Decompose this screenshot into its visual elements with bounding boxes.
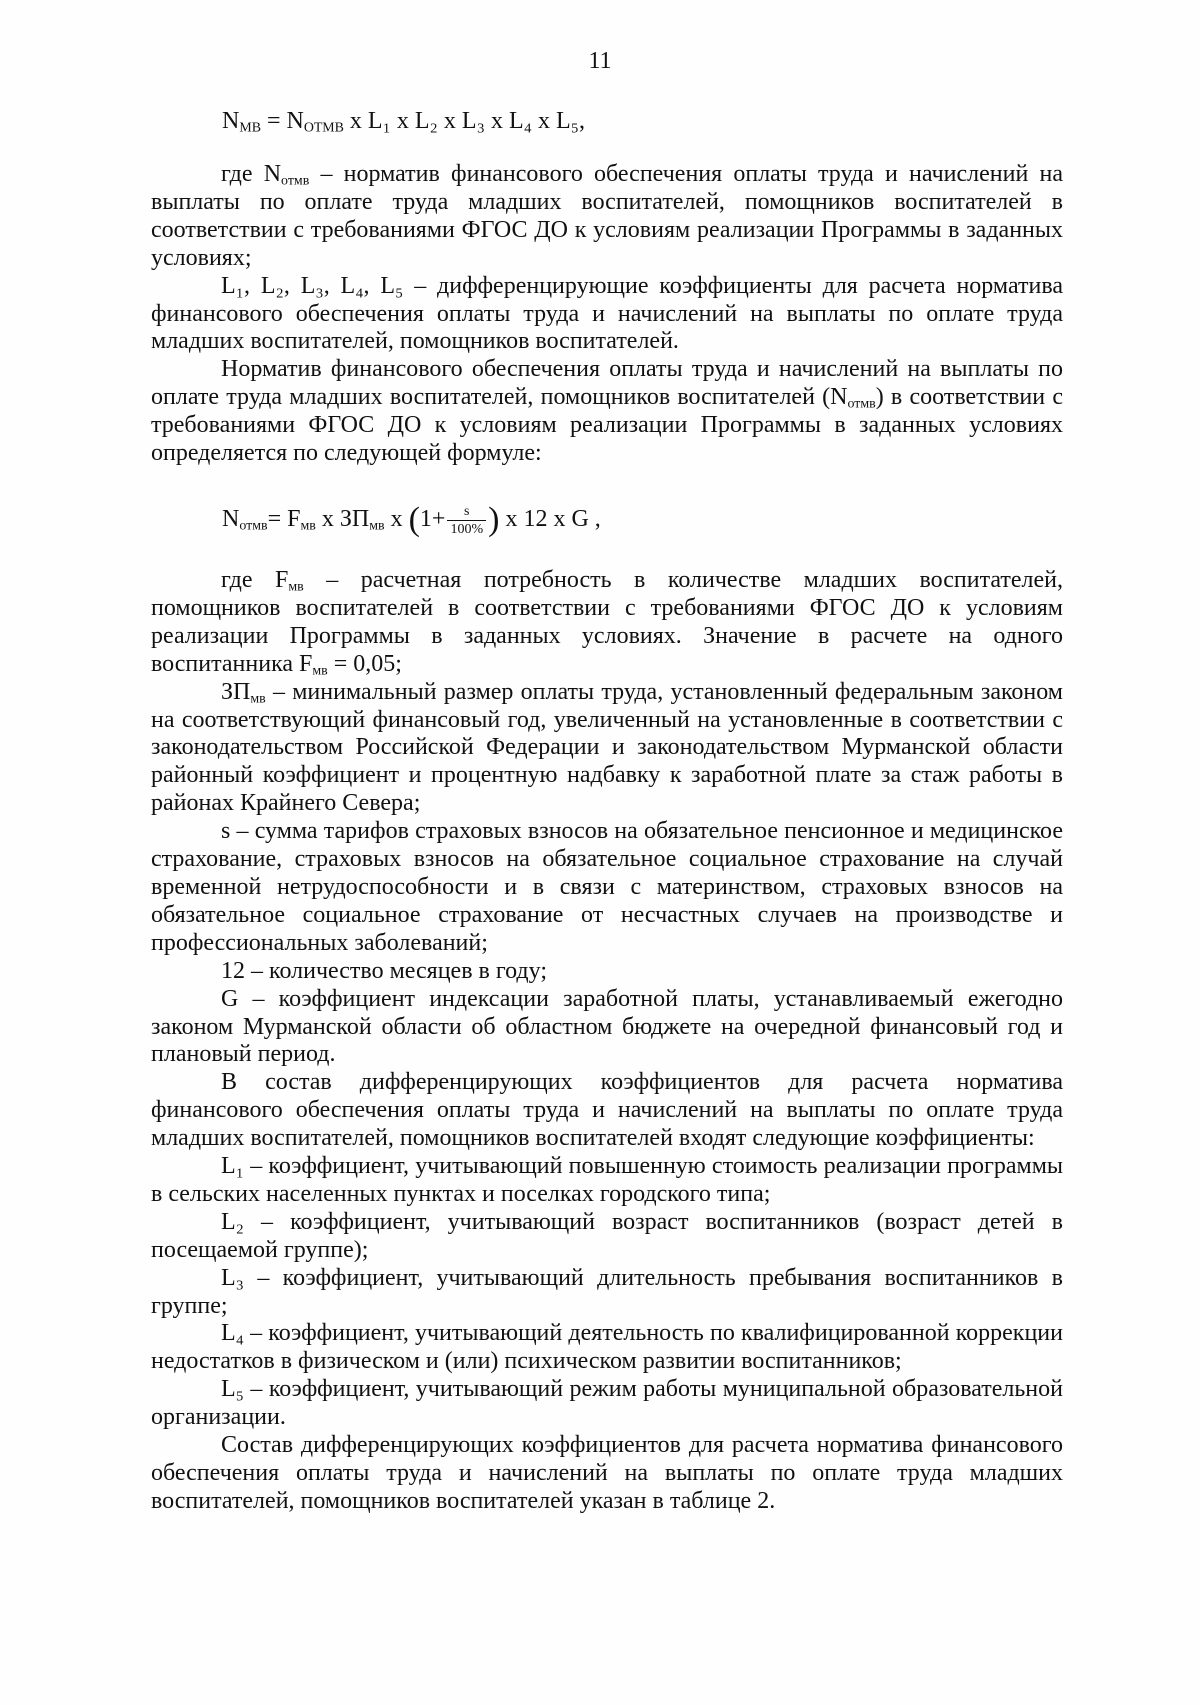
text-block-definitions — [151, 161, 1063, 468]
paragraph-zp-mv-definition — [151, 679, 1063, 819]
fraction-numerator: s — [464, 504, 470, 519]
formula-n-otmv — [222, 503, 601, 538]
formula-rest: x 12 x G , — [499, 506, 601, 533]
paragraph-text: Норматив финансового обеспечения оплаты труда и начислений на выплаты по оплате труда младших воспитателей, помощников воспитателей (N — [151, 356, 1063, 411]
formula-lhs-subscript: отмв — [239, 518, 268, 534]
formula-lhs-subscript: МВ — [239, 120, 261, 136]
paragraph-l1-definition: L₁ – коэффициент, учитывающий повышенную стоимость реализации программы в сельских населенных пунктах и поселках городского типа; — [151, 1153, 1063, 1207]
formula-lhs: N — [222, 108, 240, 134]
text-block-explanations — [151, 567, 1063, 1516]
formula-n-mv — [222, 108, 585, 135]
paragraph-subscript: отмв — [281, 173, 310, 189]
paragraph-l-coefficients: L₁, L₂, L₃, L₄, L₅ – дифференцирующие коэффициенты для расчета норматива финансового обеспечения оплаты труда и начислений на выплаты по оплате труда младших воспитателей, помощников воспитателей. — [151, 272, 1063, 355]
page-number: 11 — [588, 48, 612, 74]
formula-multipliers: x L₁ x L₂ x L₃ x L₄ x L₅, — [343, 108, 585, 134]
paragraph-text: – минимальный размер оплаты труда, установленный федеральным законом на соответствующий финансовый год, увеличенный на установленные в соответствии с законодательством Российской Федерации и законодательством Мурманской области районный коэффициент и процентную надбавку к заработной плате за стаж работы в районах Крайнего Севера; — [151, 678, 1063, 817]
fraction-denominator: 100% — [447, 520, 486, 538]
paragraph-l3-definition: L₃ – коэффициент, учитывающий длительность пребывания воспитанников в группе; — [151, 1264, 1063, 1319]
paragraph-coefficients-intro: В состав дифференцирующих коэффициентов для расчета норматива финансового обеспечения оплаты труда и начислений на выплаты по оплате труда младших воспитателей, помощников воспитателей входят следующие коэффициенты: — [151, 1069, 1063, 1152]
paragraph-lead: где N — [221, 161, 282, 187]
formula-fraction — [447, 503, 486, 538]
paragraph-s-definition: s – сумма тарифов страховых взносов на обязательное пенсионное и медицинское страхование, страховых взносов на обязательное социальное страхование на случай временной нетрудоспособности и в связи с материнством, страховых взносов на обязательное социальное страхование от несчастных случаев на производстве и профессиональных заболеваний; — [151, 818, 1063, 956]
paragraph-text: – расчетная потребность в количестве младших воспитателей, помощников воспитателей в соответствии с требованиями ФГОС ДО к условиям реализации Программы в заданных условиях. Значение в расчете на одного воспитанника F — [151, 567, 1064, 677]
paragraph-norm-intro — [151, 356, 1063, 468]
paragraph-12-definition: 12 – количество месяцев в году; — [221, 957, 547, 984]
formula-zp: x ЗП — [315, 506, 370, 533]
paragraph-subscript: мв — [250, 691, 266, 707]
paragraph-subscript: мв — [288, 579, 304, 595]
paragraph-text-end: ) в соответствии с требованиями ФГОС ДО к условиям реализации Программы в заданных условиях определяется по следующей формуле: — [151, 384, 1063, 467]
paragraph-subscript: отмв — [847, 396, 876, 412]
formula-close-paren: ) — [488, 501, 500, 539]
paragraph-l4-definition: L₄ – коэффициент, учитывающий деятельность по квалифицированной коррекции недостатков в физическом и (или) психическом развитии воспитанников; — [151, 1320, 1063, 1375]
paragraph-table-reference: Состав дифференцирующих коэффициентов для расчета норматива финансового обеспечения оплаты труда и начислений на выплаты по оплате труда младших воспитателей, помощников воспитателей указан в таблице 2. — [151, 1432, 1063, 1514]
paragraph-text-end: = 0,05; — [327, 650, 402, 677]
paragraph-lead: где F — [221, 567, 289, 593]
paragraph-subscript-2: мв — [312, 663, 328, 679]
paragraph-l2-definition: L₂ – коэффициент, учитывающий возраст воспитанников (возраст детей в посещаемой группе); — [151, 1208, 1063, 1263]
formula-equals: = F — [267, 506, 301, 533]
formula-open-paren: ( — [408, 501, 420, 539]
formula-one-plus: 1+ — [419, 506, 446, 533]
formula-n-subscript: ОТМВ — [303, 120, 344, 136]
paragraph-lead: ЗП — [221, 678, 251, 705]
paragraph-g-definition: G – коэффициент индексации заработной платы, устанавливаемый ежегодно законом Мурманской области об областном бюджете на очередной финансовый год и плановый период. — [151, 985, 1063, 1068]
formula-f-subscript: мв — [300, 518, 316, 534]
paragraph-text: – норматив финансового обеспечения оплаты труда и начислений на выплаты по оплате труда младших воспитателей, помощников воспитателей в соответствии с требованиями ФГОС ДО к условиям реализации Программы в заданных условиях; — [151, 161, 1064, 271]
paragraph-f-mv-definition — [151, 567, 1063, 679]
formula-zp-subscript: мв — [369, 518, 385, 534]
formula-lhs: N — [222, 506, 240, 533]
paragraph-l5-definition: L₅ – коэффициент, учитывающий режим работы муниципальной образовательной организации. — [151, 1376, 1063, 1431]
formula-times: x — [384, 506, 409, 533]
paragraph-n-otmv-definition — [151, 161, 1063, 273]
formula-equals: = N — [260, 108, 304, 134]
